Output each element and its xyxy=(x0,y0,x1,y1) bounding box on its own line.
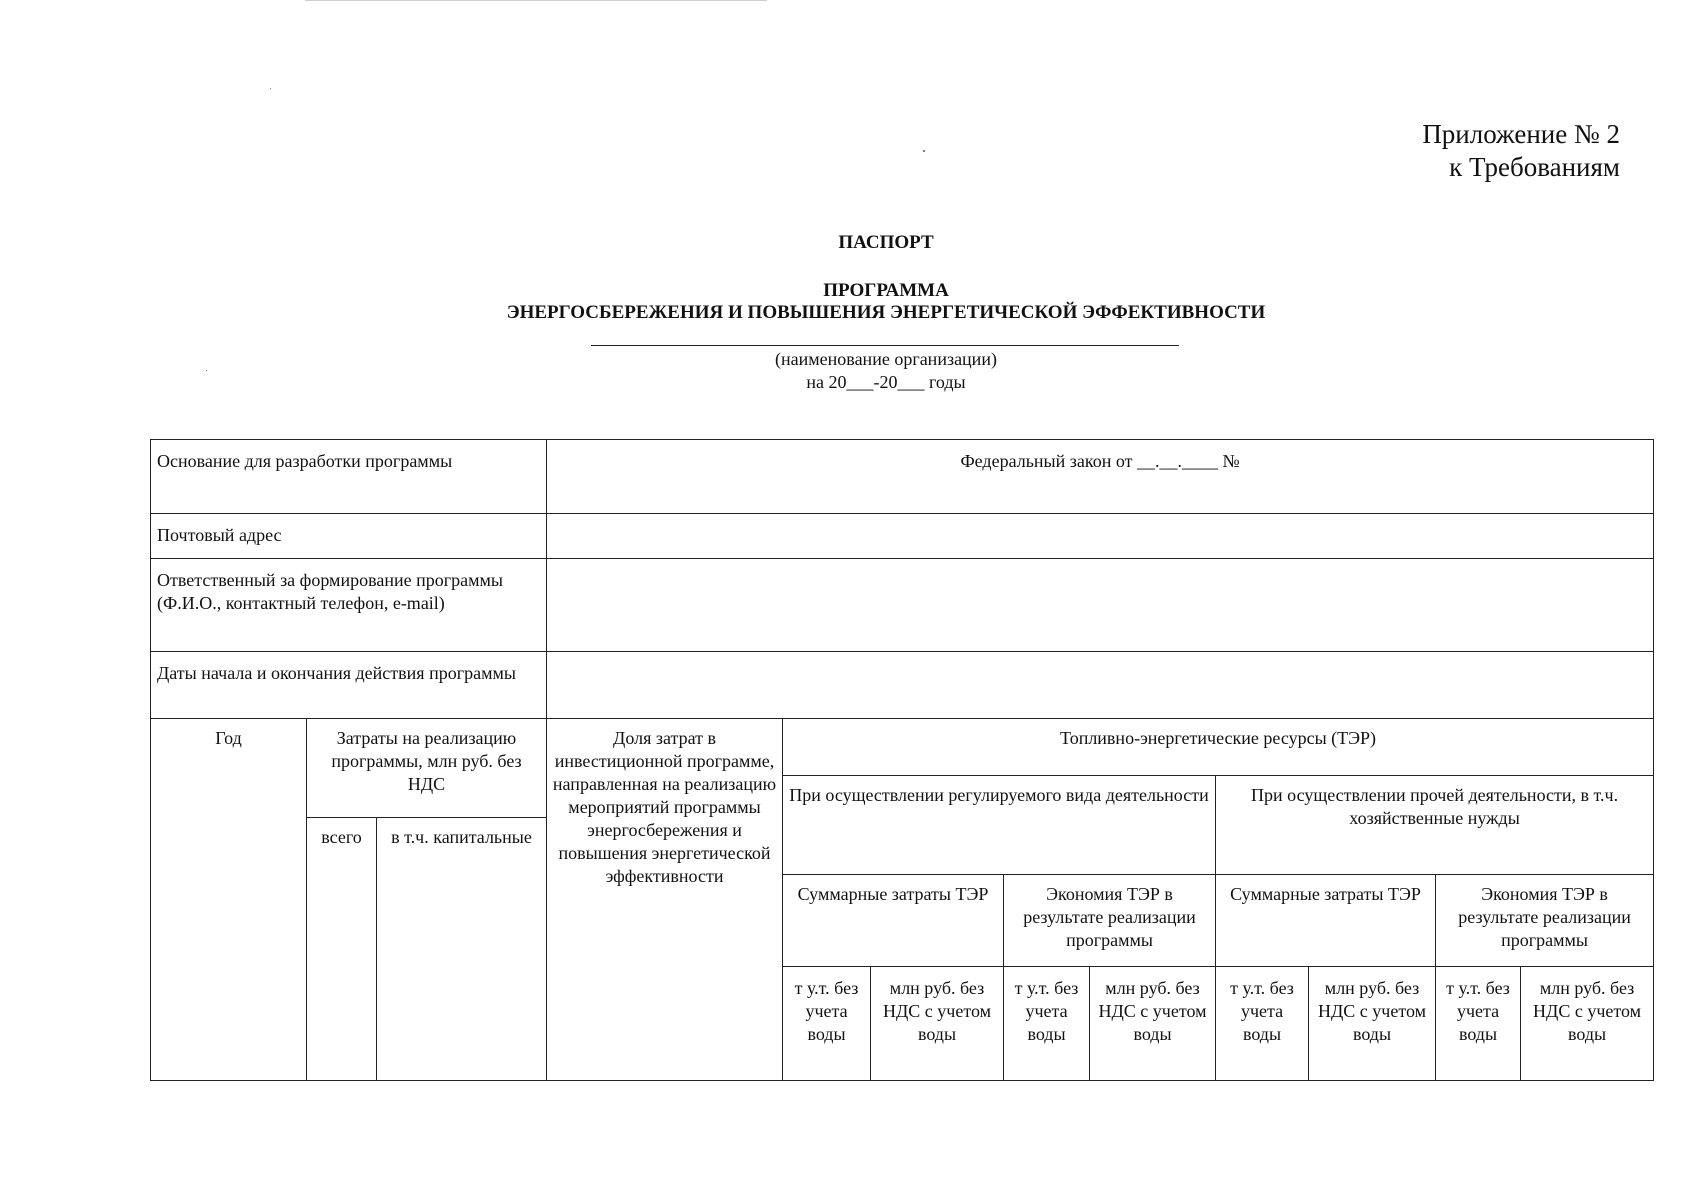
passport-table xyxy=(150,439,1654,1081)
row-responsible xyxy=(151,559,1654,652)
scan-artifact-line xyxy=(305,0,767,1)
responsible-value xyxy=(547,559,1654,652)
col-share-header: Доля затрат в инвестиционной программе, направленная на реализацию мероприятий программы энергосбережения и повышения энергетической эффективности xyxy=(547,719,783,1081)
regulated-sum-ter-header: Суммарные затраты ТЭР xyxy=(783,875,1004,967)
regulated-saving-rub-header: млн руб. без НДС с учетом воды xyxy=(1090,967,1216,1081)
organization-caption: (наименование организации) xyxy=(775,349,997,369)
other-saving-ter-header: Экономия ТЭР в результате реализации программы xyxy=(1436,875,1654,967)
dates-label: Даты начала и окончания действия программы xyxy=(151,652,547,719)
program-title-line1: ПРОГРАММА xyxy=(823,280,949,301)
other-sum-rub-header: млн руб. без НДС с учетом воды xyxy=(1309,967,1436,1081)
appendix-reference: к Требованиям xyxy=(1449,152,1620,182)
col-capital-header: в т.ч. капитальные xyxy=(377,818,547,1081)
col-other-header: При осуществлении прочей деятельности, в т.ч. хозяйственные нужды xyxy=(1216,776,1654,875)
col-year-header: Год xyxy=(151,719,307,1081)
scan-artifact-dot xyxy=(206,370,207,371)
organization-name-line xyxy=(591,345,1179,346)
program-years: на 20___-20___ годы xyxy=(806,372,966,392)
dates-value xyxy=(547,652,1654,719)
row-address xyxy=(151,514,1654,559)
other-saving-rub-header: млн руб. без НДС с учетом воды xyxy=(1521,967,1654,1081)
regulated-sum-tut-header: т у.т. без учета воды xyxy=(783,967,871,1081)
col-total-header: всего xyxy=(307,818,377,1081)
col-costs-header: Затраты на реализацию программы, млн руб. без НДС xyxy=(307,719,547,818)
program-title xyxy=(0,280,1697,324)
regulated-sum-rub-header: млн руб. без НДС с учетом воды xyxy=(871,967,1004,1081)
other-sum-tut-header: т у.т. без учета воды xyxy=(1216,967,1309,1081)
responsible-label: Ответственный за формирование программы (Ф.И.О., контактный телефон, e-mail) xyxy=(151,559,547,652)
other-sum-ter-header: Суммарные затраты ТЭР xyxy=(1216,875,1436,967)
col-ter-header: Топливно-энергетические ресурсы (ТЭР) xyxy=(783,719,1654,776)
basis-label: Основание для разработки программы xyxy=(151,440,547,514)
other-saving-tut-header: т у.т. без учета воды xyxy=(1436,967,1521,1081)
address-value xyxy=(547,514,1654,559)
scan-artifact-dot xyxy=(923,150,925,152)
regulated-saving-tut-header: т у.т. без учета воды xyxy=(1004,967,1090,1081)
passport-title: ПАСПОРТ xyxy=(838,232,934,253)
appendix-note xyxy=(1422,118,1620,184)
basis-value: Федеральный закон от __.__.____ № xyxy=(547,440,1654,514)
row-dates xyxy=(151,652,1654,719)
scan-artifact-dot xyxy=(270,88,271,89)
header-row-1 xyxy=(151,719,1654,776)
program-title-line2: ЭНЕРГОСБЕРЕЖЕНИЯ И ПОВЫШЕНИЯ ЭНЕРГЕТИЧЕСКОЙ ЭФФЕКТИВНОСТИ xyxy=(506,302,1266,323)
row-basis xyxy=(151,440,1654,514)
appendix-number: Приложение № 2 xyxy=(1422,119,1620,149)
regulated-saving-ter-header: Экономия ТЭР в результате реализации программы xyxy=(1004,875,1216,967)
address-label: Почтовый адрес xyxy=(151,514,547,559)
col-regulated-header: При осуществлении регулируемого вида деятельности xyxy=(783,776,1216,875)
